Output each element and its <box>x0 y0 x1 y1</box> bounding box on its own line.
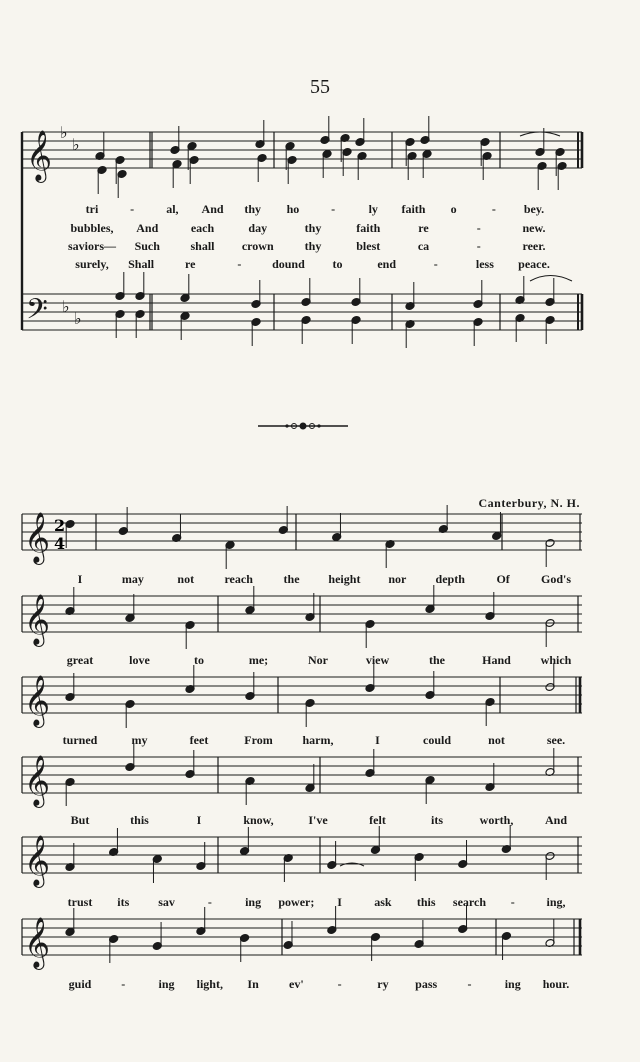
lyric-syllable: I <box>196 813 202 827</box>
lyric-syllable: dound <box>272 257 305 271</box>
lyric-syllable: end <box>377 257 396 271</box>
lyric-syllable: From <box>244 733 273 747</box>
lyric-syllable: ly <box>368 202 378 216</box>
lyric-syllable: I've <box>308 813 328 827</box>
lyric-syllable: each <box>190 221 215 235</box>
lyric-syllable: pass <box>415 977 438 991</box>
lyric-syllable: re <box>418 221 429 235</box>
lyric-syllable: search <box>452 895 487 909</box>
lyric-syllable: ask <box>374 895 392 909</box>
lyric-syllable: I <box>77 572 83 586</box>
lyric-syllable: bey. <box>523 202 545 216</box>
lyric-syllable: to <box>332 257 343 271</box>
lyric-syllable: the <box>283 572 300 586</box>
lyric-syllable: the <box>429 653 445 667</box>
lyric-syllable: I <box>375 733 380 747</box>
lyric-syllable: - <box>433 257 438 271</box>
lyric-syllable: bubbles, <box>70 221 114 235</box>
lyric-syllable: - <box>467 977 472 991</box>
lyric-syllable: new. <box>522 221 546 235</box>
lyric-syllable: Nor <box>308 653 328 667</box>
time-sig-top: 2 <box>54 516 66 535</box>
lyric-syllable: power; <box>278 895 315 909</box>
slur <box>530 276 572 282</box>
lyric-syllable: tri <box>85 202 99 216</box>
lyric-syllable: could <box>422 733 452 747</box>
lyric-syllable: know, <box>243 813 274 827</box>
treble-clef: 𝄞 <box>24 594 51 645</box>
lyric-syllable: trust <box>67 895 93 909</box>
flat-sign: ♭ <box>72 135 80 154</box>
lyric-syllable: light, <box>196 977 223 991</box>
lyric-syllable: shall <box>190 239 215 253</box>
lyric-syllable: crown <box>241 239 274 253</box>
lyric-syllable: - <box>331 202 336 216</box>
lyric-syllable: Of <box>496 572 510 586</box>
lyric-syllable: sav <box>158 895 175 909</box>
lyric-syllable: - <box>510 895 515 909</box>
lyric-syllable: ca <box>417 239 430 253</box>
lyric-syllable: which <box>540 653 572 667</box>
lyric-syllable: may <box>121 572 144 586</box>
lyric-syllable: depth <box>435 572 465 586</box>
lyric-syllable: o <box>450 202 457 216</box>
lyric-syllable: reach <box>224 572 253 586</box>
lyric-syllable: And <box>544 813 568 827</box>
lyric-syllable: surely, <box>75 257 109 271</box>
lyric-syllable: faith <box>401 202 426 216</box>
treble-clef: 𝄞 <box>24 835 51 886</box>
lyric-syllable: - <box>207 895 212 909</box>
lyric-syllable: day <box>248 221 268 235</box>
lyric-syllable: love <box>129 653 150 667</box>
lyric-syllable: great <box>66 653 94 667</box>
lyric-syllable: hour. <box>542 977 570 991</box>
lyric-syllable: view <box>365 653 390 667</box>
divider-ornament <box>258 418 348 434</box>
lyric-syllable: - <box>121 977 126 991</box>
lyric-syllable: Shall <box>128 257 155 271</box>
tune-name: Canterbury, N. H. <box>478 496 580 510</box>
lyric-syllable: - <box>476 221 481 235</box>
lyric-syllable: felt <box>369 813 386 827</box>
lyric-syllable: less <box>475 257 494 271</box>
lyric-syllable: re <box>185 257 196 271</box>
lyric-syllable: ing <box>158 977 175 991</box>
lyric-syllable: But <box>70 813 90 827</box>
lyric-syllable: And <box>136 221 159 235</box>
lyric-syllable: its <box>431 813 443 827</box>
lyric-syllable: ry <box>377 977 389 991</box>
lyric-syllable: ing, <box>546 895 566 909</box>
treble-clef: 𝄞 <box>24 675 51 726</box>
lyric-syllable: its <box>117 895 130 909</box>
lyric-syllable: this <box>130 813 149 827</box>
treble-clef: 𝄞 <box>26 130 53 181</box>
lyric-syllable: me; <box>248 653 269 667</box>
lyric-syllable: Such <box>134 239 160 253</box>
lyric-syllable: guid <box>68 977 92 991</box>
flat-sign: ♭ <box>60 123 68 142</box>
lyric-syllable: ev' <box>289 977 304 991</box>
treble-clef: 𝄞 <box>24 917 51 968</box>
lyric-syllable: thy <box>304 221 322 235</box>
lyric-syllable: - <box>337 977 342 991</box>
time-sig-bottom: 4 <box>54 534 66 553</box>
lyric-syllable: worth, <box>479 813 514 827</box>
lyric-syllable: not <box>177 572 195 586</box>
lyric-syllable: reer. <box>522 239 546 253</box>
lyric-syllable: ho <box>286 202 300 216</box>
lyric-syllable: ing <box>245 895 262 909</box>
lyric-syllable: - <box>491 202 496 216</box>
lyric-syllable: to <box>194 653 204 667</box>
lyric-syllable: I <box>337 895 342 909</box>
flat-sign: ♭ <box>74 309 82 328</box>
treble-clef: 𝄞 <box>24 512 51 563</box>
lyric-syllable: peace. <box>518 257 550 271</box>
lyric-syllable: al, <box>166 202 179 216</box>
lyric-syllable: nor <box>388 572 407 586</box>
lyric-syllable: my <box>131 733 148 747</box>
bass-clef: 𝄢 <box>26 293 48 333</box>
lyric-syllable: faith <box>356 221 381 235</box>
lyric-syllable: In <box>247 977 259 991</box>
lyric-syllable: - <box>237 257 242 271</box>
page-number: 55 <box>310 76 330 98</box>
lyric-syllable: turned <box>62 733 98 747</box>
lyric-syllable: height <box>328 572 361 586</box>
lyric-syllable: feet <box>189 733 209 747</box>
lyric-syllable: God's <box>540 572 572 586</box>
lyric-syllable: harm, <box>302 733 334 747</box>
lyric-syllable: thy <box>304 239 322 253</box>
lyric-syllable: blest <box>356 239 381 253</box>
lyric-syllable: Hand <box>482 653 511 667</box>
lyric-syllable: this <box>416 895 436 909</box>
flat-sign: ♭ <box>62 297 70 316</box>
lyric-syllable: - <box>476 239 481 253</box>
lyric-syllable: - <box>130 202 135 216</box>
treble-clef: 𝄞 <box>24 755 51 806</box>
lyric-syllable: not <box>488 733 505 747</box>
lyric-syllable: thy <box>244 202 262 216</box>
lyric-syllable: see. <box>546 733 566 747</box>
lyric-syllable: ing <box>504 977 521 991</box>
slur <box>520 132 560 136</box>
lyric-syllable: saviors— <box>68 239 116 253</box>
lyric-syllable: And <box>201 202 224 216</box>
